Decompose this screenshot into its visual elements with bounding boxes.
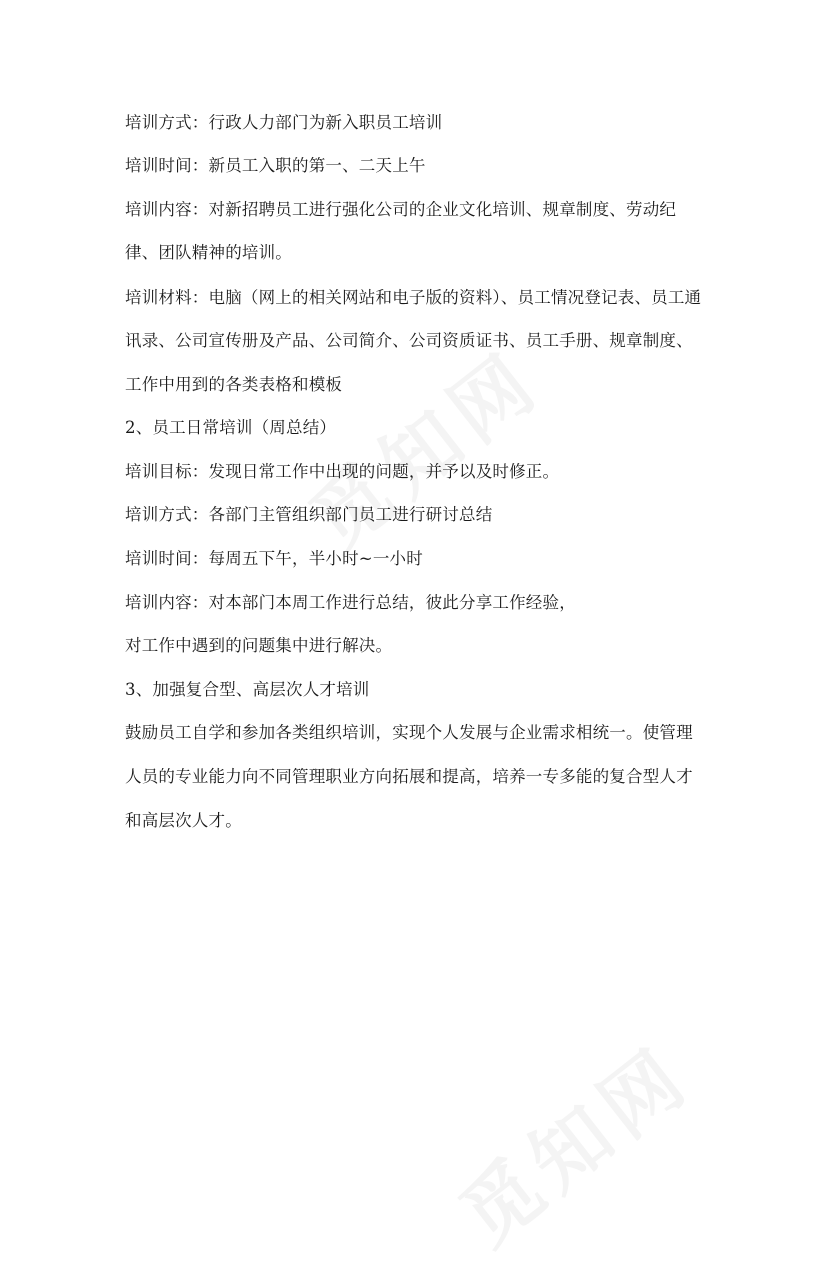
training-time-line-2: 培训时间：每周五下午，半小时~一小时 bbox=[125, 549, 423, 568]
training-goal-line: 培训目标：发现日常工作中出现的问题，并予以及时修正。 bbox=[125, 462, 560, 481]
training-time-line: 培训时间：新员工入职的第一、二天上午 bbox=[125, 156, 426, 175]
section-heading-daily-training: 2、员工日常培训（周总结） bbox=[125, 418, 337, 437]
training-materials-line-cont-2: 工作中用到的各类表格和模板 bbox=[125, 375, 343, 394]
training-content-line-cont: 律、团队精神的培训。 bbox=[125, 243, 292, 262]
talent-paragraph-line-1: 鼓励员工自学和参加各类组织培训，实现个人发展与企业需求相统一。使管理 bbox=[125, 723, 693, 742]
training-materials-line: 培训材料：电脑（网上的相关网站和电子版的资料）、员工情况登记表、员工通 bbox=[125, 288, 702, 307]
training-method-line-2: 培训方式：各部门主管组织部门员工进行研讨总结 bbox=[125, 505, 493, 524]
training-content-line: 培训内容：对新招聘员工进行强化公司的企业文化培训、规章制度、劳动纪 bbox=[125, 200, 677, 219]
section-heading-talent-training: 3、加强复合型、高层次人才培训 bbox=[125, 680, 370, 699]
training-content-line-2: 培训内容：对本部门本周工作进行总结，彼此分享工作经验， bbox=[125, 593, 576, 612]
talent-paragraph-line-3: 和高层次人才。 bbox=[125, 811, 242, 830]
training-method-line: 培训方式：行政人力部门为新入职员工培训 bbox=[125, 113, 443, 132]
watermark bbox=[284, 321, 561, 572]
watermark-bottom bbox=[434, 1016, 711, 1266]
training-content-line-2-cont: 对工作中遇到的问题集中进行解决。 bbox=[125, 636, 393, 655]
training-materials-line-cont-1: 讯录、公司宣传册及产品、公司简介、公司资质证书、员工手册、规章制度、 bbox=[125, 331, 693, 350]
talent-paragraph-line-2: 人员的专业能力向不同管理职业方向拓展和提高，培养一专多能的复合型人才 bbox=[125, 767, 693, 786]
